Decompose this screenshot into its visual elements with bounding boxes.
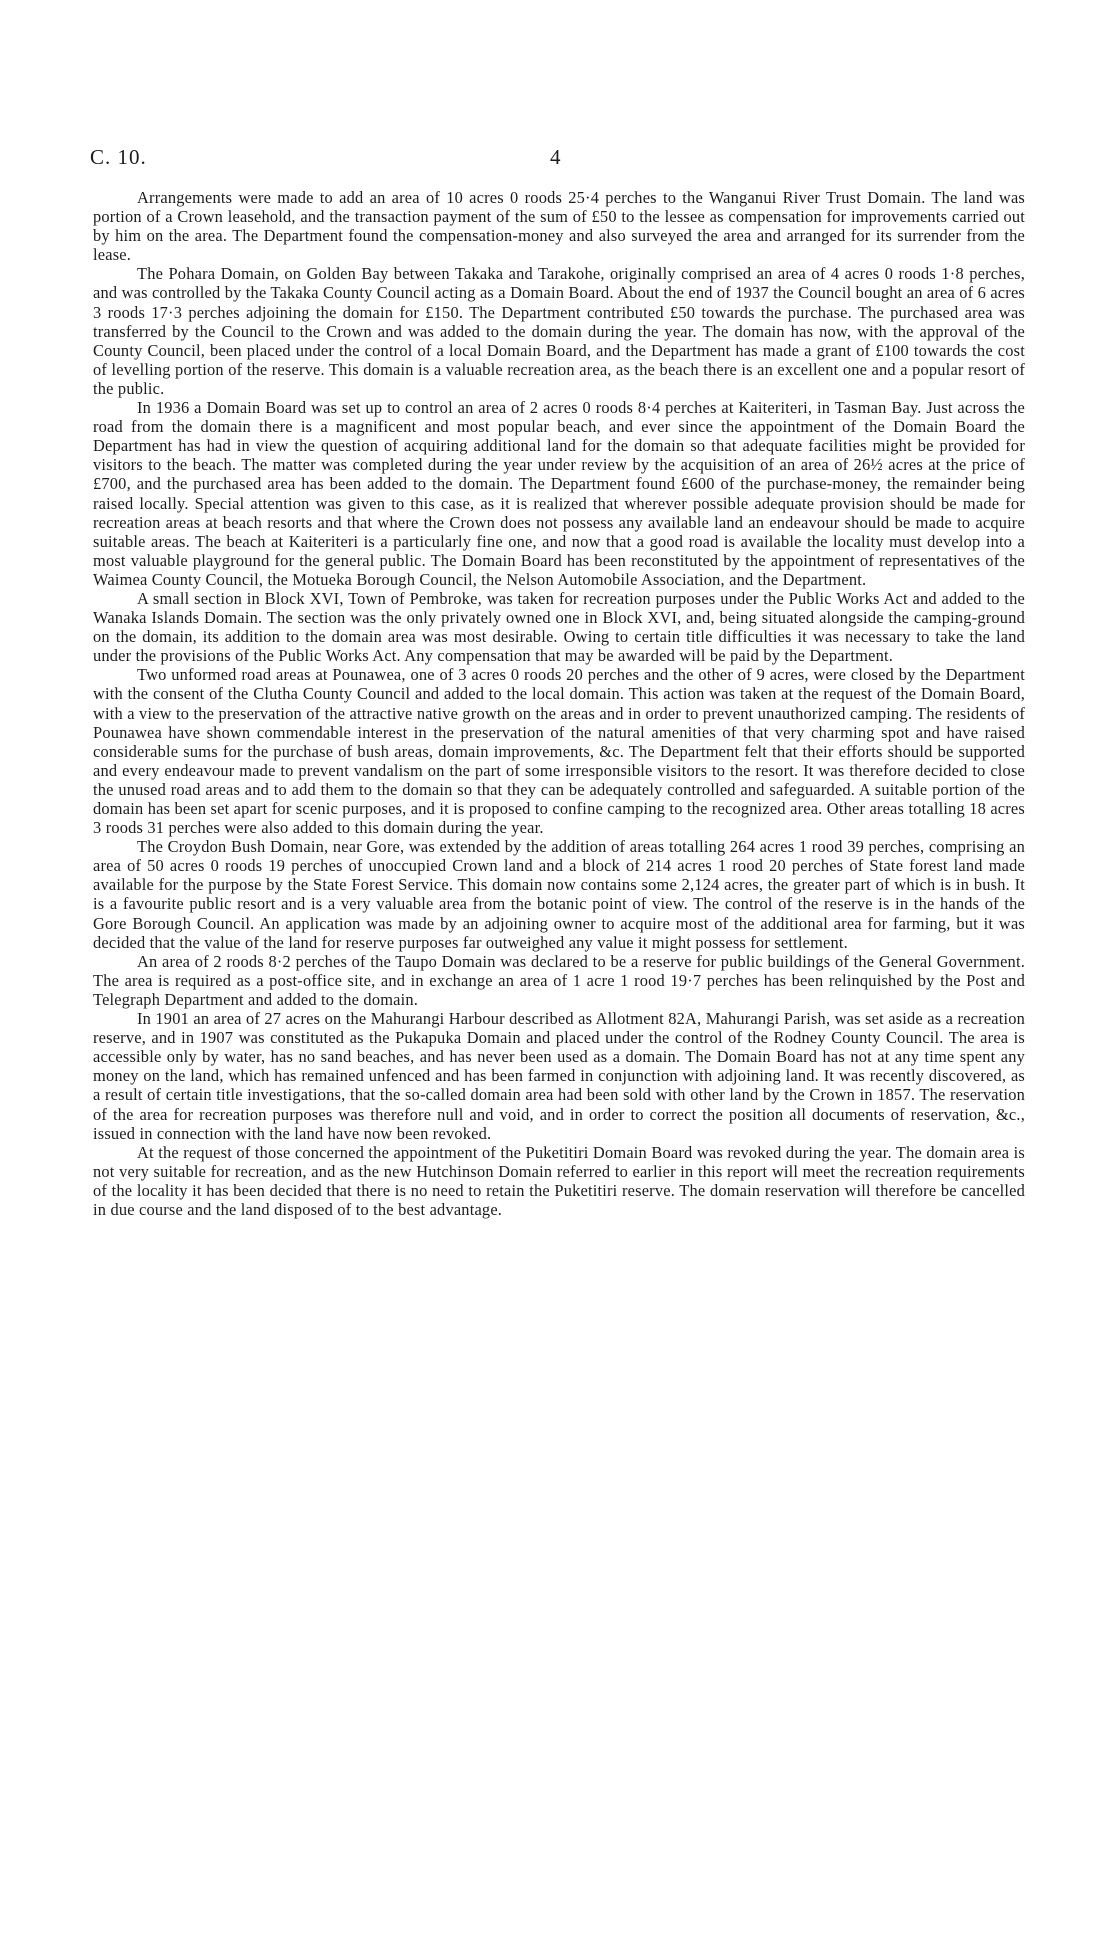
paragraph-croydon-bush-domain: The Croydon Bush Domain, near Gore, was extended by the addition of areas totalling 264 acres 1 rood 39 perches, comprising an area of 50 acres 0 roods 19 perches of unoccupied Crown land and a block of 214 acres 1 rood 20 perches of State forest land made available for the purpose by the State Forest Service. This domain now contains some 2,124 acres, the greater part of which is in bush. It is a favourite public resort and is a very valuable area from the botanic point of view. The control of the reserve is in the hands of the Gore Borough Council. An application was made by an adjoining owner to acquire most of the additional area for farming, but it was decided that the value of the land for reserve purposes far outweighed any value it might possess for settlement. [93, 837, 1025, 952]
paragraph-taupo-domain: An area of 2 roods 8·2 perches of the Taupo Domain was declared to be a reserve for public buildings of the General Government. The area is required as a post-office site, and in exchange an area of 1 acre 1 rood 19·7 perches has been relinquished by the Post and Telegraph Department and added to the domain. [93, 951, 1025, 1009]
paragraph-pohara-domain: The Pohara Domain, on Golden Bay between Takaka and Tarakohe, originally comprised an area of 4 acres 0 roods 1·8 perches, and was controlled by the Takaka County Council acting as a Domain Board. About the end of 1937 the Council bought an area of 6 acres 3 roods 17·3 perches adjoining the domain for £150. The Department contributed £50 towards the purchase. The purchased area was transferred by the Council to the Crown and was added to the domain during the year. The domain has now, with the approval of the County Council, been placed under the control of a local Domain Board, and the Department has made a grant of £100 towards the cost of levelling portion of the reserve. This domain is a valuable recreation area, as the beach there is an excellent one and a popular resort of the public. [93, 264, 1025, 398]
paragraph-kaiteriteri-domain: In 1936 a Domain Board was set up to control an area of 2 acres 0 roods 8·4 perches at Kaiteriteri, in Tasman Bay. Just across the road from the domain there is a magnificent and most popular beach, and ever since the appointment of the Domain Board the Department has had in view the question of acquiring additional land for the domain so that adequate facilities might be provided for visitors to the beach. The matter was completed during the year under review by the acquisition of an area of 26½ acres at the price of £700, and the purchased area has been added to the domain. The Department found £600 of the purchase-money, the remainder being raised locally. Special attention was given to this case, as it is realized that wherever possible adequate provision should be made for recreation areas at beach resorts and that where the Crown does not possess any available land an endeavour should be made to acquire suitable areas. The beach at Kaiteriteri is a particularly fine one, and now that a good road is available the locality must develop into a most valuable playground for the general public. The Domain Board has been reconstituted by the appointment of representatives of the Waimea County Council, the Motueka Borough Council, the Nelson Automobile Association, and the Department. [93, 398, 1025, 589]
paragraph-pounawea-domain: Two unformed road areas at Pounawea, one of 3 acres 0 roods 20 perches and the other of 9 acres, were closed by the Department with the consent of the Clutha County Council and added to the local domain. This action was taken at the request of the Domain Board, with a view to the preservation of the attractive native growth on the areas and in order to prevent unauthorized camping. The residents of Pounawea have shown commendable interest in the preservation of the natural amenities of that very charming spot and have raised considerable sums for the purchase of bush areas, domain improvements, &c. The Department felt that their efforts should be supported and every endeavour made to prevent vandalism on the part of some irresponsible visitors to the resort. It was therefore decided to close the unused road areas and to add them to the domain so that they can be adequately controlled and safeguarded. A suitable portion of the domain has been set apart for scenic purposes, and it is proposed to confine camping to the recognized area. Other areas totalling 18 acres 3 roods 31 perches were also added to this domain during the year. [93, 665, 1025, 838]
paragraph-pukapuka-domain: In 1901 an area of 27 acres on the Mahurangi Harbour described as Allotment 82A, Mahurangi Parish, was set aside as a recreation reserve, and in 1907 was constituted as the Pukapuka Domain and placed under the control of the Rodney County Council. The area is accessible only by water, has no sand beaches, and has never been used as a domain. The Domain Board has not at any time spent any money on the land, which has remained unfenced and has been farmed in conjunction with adjoining land. It was recently discovered, as a result of certain title investigations, that the so-called domain area had been sold with other land by the Crown in 1857. The reservation of the area for recreation purposes was therefore null and void, and in order to correct the position all documents of reservation, &c., issued in connection with the land have now been revoked. [93, 1009, 1025, 1143]
page-header [90, 145, 1024, 175]
paragraph-wanganui-river-trust: Arrangements were made to add an area of 10 acres 0 roods 25·4 perches to the Wanganui River Trust Domain. The land was portion of a Crown leasehold, and the transaction payment of the sum of £50 to the lessee as compensation for improvements carried out by him on the area. The Department found the compensation-money and also surveyed the area and arranged for its surrender from the lease. [93, 188, 1025, 265]
paragraph-puketitiri-domain: At the request of those concerned the appointment of the Puketitiri Domain Board was revoked during the year. The domain area is not very suitable for recreation, and as the new Hutchinson Domain referred to earlier in this report will meet the recreation requirements of the locality it has been decided that there is no need to retain the Puketitiri reserve. The domain reservation will therefore be cancelled in due course and the land disposed of to the best advantage. [93, 1142, 1025, 1219]
paragraph-wanaka-islands-domain: A small section in Block XVI, Town of Pembroke, was taken for recreation purposes under the Public Works Act and added to the Wanaka Islands Domain. The section was the only privately owned one in Block XVI, and, being situated alongside the camping-ground on the domain, its addition to the domain area was most desirable. Owing to certain title difficulties it was necessary to take the land under the provisions of the Public Works Act. Any compensation that may be awarded will be paid by the Department. [93, 588, 1025, 666]
page-number: 4 [550, 145, 561, 169]
document-reference: C. 10. [90, 145, 147, 169]
report-body [93, 188, 1025, 1219]
